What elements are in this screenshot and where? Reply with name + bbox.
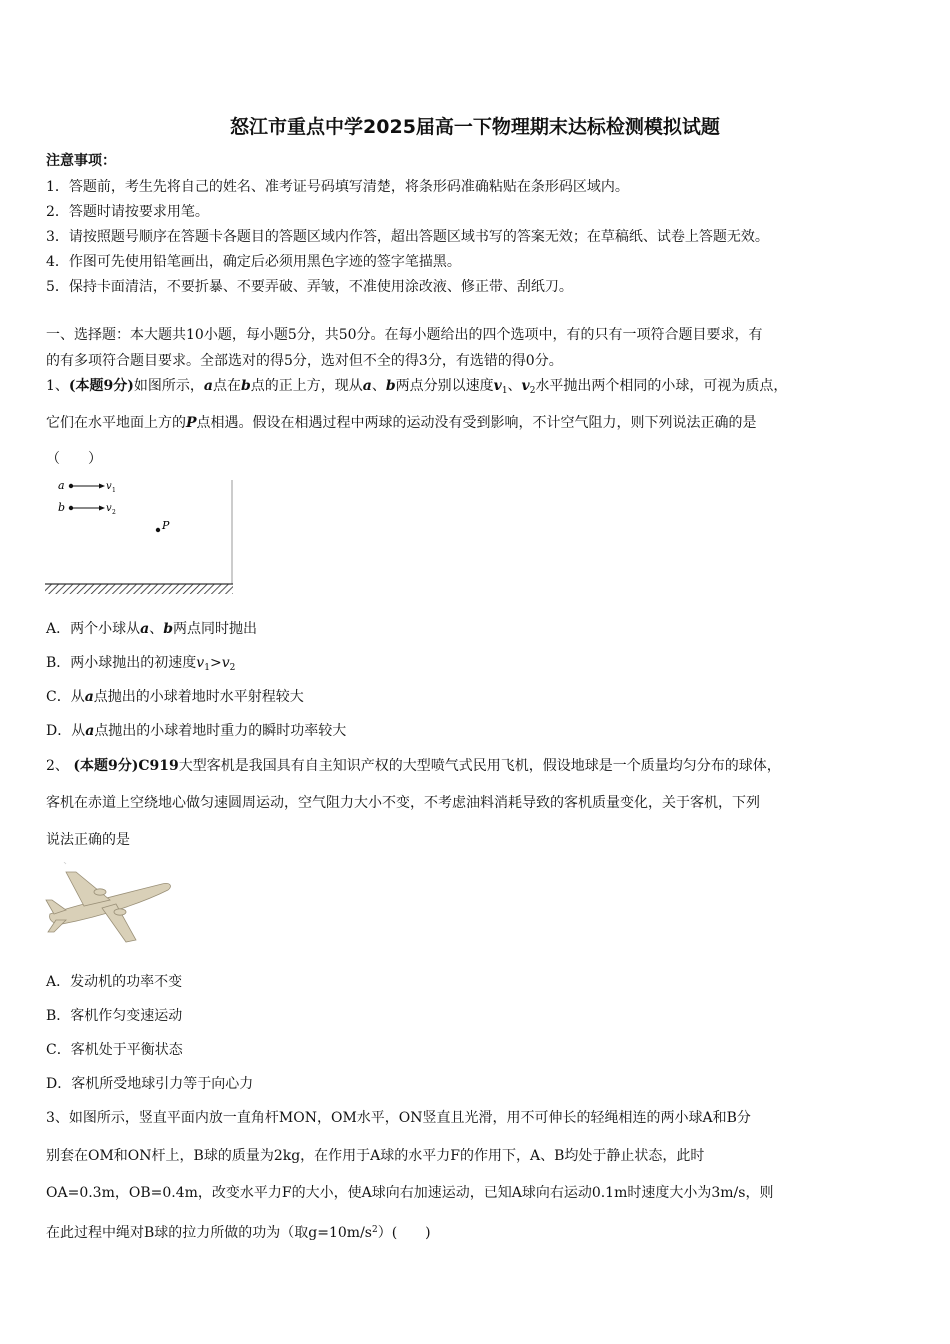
q2-option-b: B．客机作匀变速运动 [46,1008,183,1024]
q1-text: 点在 [213,378,241,394]
section1-line2: 的有多项符合题目要求。全部选对的得5分，选对但不全的得3分，有选错的得0分。 [46,353,563,369]
var-a: a [140,621,150,637]
exam-title: 怒江市重点中学2025届高一下物理期末达标检测模拟试题 [230,116,720,138]
q2-line1 [46,757,781,775]
airplane-engine [114,909,126,915]
option-text: C．从 [46,689,85,705]
airplane-tail-stabilizer [48,920,66,932]
q3-text: ）( ) [377,1225,431,1241]
option-text: 两点同时抛出 [173,621,257,637]
q2-number: 2、 [46,758,69,774]
q2-text: 大型客机是我国具有自主知识产权的大型喷气式民用飞机，假设地球是一个质量均匀分布的球体， [178,758,781,774]
v1-sub: 1 [112,487,116,494]
projectile-figure [44,478,236,596]
option-text: > [209,655,222,671]
q3-sup: 2 [371,1225,378,1235]
var-b: b [241,378,251,394]
q1-text: 如图所示， [133,378,204,394]
var-b: b [163,621,173,637]
point-a-label: a [58,479,65,492]
point-p-label: P [162,519,170,532]
q1-text: 水平抛出两个相同的小球，可视为质点， [535,378,788,394]
q3-text: 在此过程中绳对B球的拉力所做的功为（取g=10m/s [46,1225,372,1241]
point-a [69,484,73,488]
var-v: v [521,378,530,394]
notice-heading: 注意事项： [46,153,116,169]
q2-tag: (本题9分)C919 [73,758,179,774]
airplane-engine [94,889,106,895]
q1-text: 它们在水平地面上方的 [46,415,186,431]
var-b: b [385,378,396,394]
airplane-image [44,862,174,944]
q1-text: 点相遇。假设在相遇过程中两球的运动没有受到影响，不计空气阻力，则下列说法正确的是 [196,415,757,431]
arrowhead-v1 [99,484,105,489]
option-text: D．从 [46,723,86,739]
q1-text: 点的正上方，现从 [250,378,363,394]
sub-2: 2 [229,663,236,673]
var-a: a [362,378,372,394]
var-a: a [84,689,94,705]
q3-line3: OA=0.3m，OB=0.4m，改变水平力F的大小，使A球向右加速运动，已知A球向右运动0.1m时速度大小为3m/s，则 [46,1185,774,1201]
q2-line2: 客机在赤道上空绕地心做匀速圆周运动，空气阻力大小不变，不考虑油料消耗导致的客机质量变化，关于客机，下列 [46,795,760,811]
v1-label: v [106,481,112,492]
var-a: a [85,723,95,739]
point-b [69,506,73,510]
q1-line2 [46,414,757,432]
option-text: B．两小球抛出的初速度 [46,655,197,671]
sub-1: 1 [204,663,210,673]
q1-option-d [46,722,346,740]
q1-option-a [46,620,257,638]
q1-text: 两点分别以速度 [395,378,494,394]
option-text: 点抛出的小球着地时重力的瞬时功率较大 [94,723,347,739]
option-text: A．两个小球从 [46,621,141,637]
ground-hatch [45,584,233,594]
var-v: v [493,378,502,394]
v2-label: v [106,503,112,514]
notice-item-3: 3．请按照题号顺序在答题卡各题目的答题区域内作答，超出答题区域书写的答案无效；在草稿纸、试卷上答题无效。 [46,229,769,245]
q1-text: 、 [507,378,522,394]
sub-2: 2 [529,386,536,396]
notice-item-1: 1．答题前，考生先将自己的姓名、准考证号码填写清楚，将条形码准确粘贴在条形码区域内。 [46,179,629,195]
sub-1: 1 [501,386,508,396]
q1-line1 [46,377,787,400]
q1-option-c [46,688,304,706]
q2-option-a: A．发动机的功率不变 [46,974,183,990]
var-p: P [186,415,197,431]
q3-line1: 3、如图所示，竖直平面内放一直角杆MON，OM水平，ON竖直且光滑，用不可伸长的轻绳相连的两小球A和B分 [46,1110,751,1126]
q1-text: 、 [371,378,386,394]
q1-tag: (本题9分) [68,378,134,394]
notice-item-2: 2．答题时请按要求用笔。 [46,204,209,220]
option-text: 、 [149,621,164,637]
q1-answer-bracket: （ ） [46,451,102,467]
notice-item-4: 4．作图可先使用铅笔画出，确定后必须用黑色字迹的签字笔描黑。 [46,254,461,270]
q1-number: 1、 [46,378,69,394]
q2-option-c: C．客机处于平衡状态 [46,1042,183,1058]
q3-line2: 别套在OM和ON杆上，B球的质量为2kg，在作用于A球的水平力F的作用下，A、B均处于静止状态，此时 [46,1148,705,1164]
section1-line1: 一、选择题：本大题共10小题，每小题5分，共50分。在每小题给出的四个选项中，有的只有一项符合题目要求，有 [46,327,763,343]
var-v: v [196,655,205,671]
var-v: v [221,655,230,671]
q3-line4 [46,1221,431,1242]
option-text: 点抛出的小球着地时水平射程较大 [93,689,304,705]
q2-line3: 说法正确的是 [46,832,130,848]
arrowhead-v2 [99,506,105,511]
point-b-label: b [58,501,66,514]
q2-option-d: D．客机所受地球引力等于向心力 [46,1076,254,1092]
notice-item-5: 5．保持卡面清洁，不要折暴、不要弄破、弄皱，不准使用涂改液、修正带、刮纸刀。 [46,279,573,295]
var-a: a [203,378,213,394]
v2-sub: 2 [112,509,116,516]
point-p [156,528,160,532]
q1-option-b [46,654,235,677]
